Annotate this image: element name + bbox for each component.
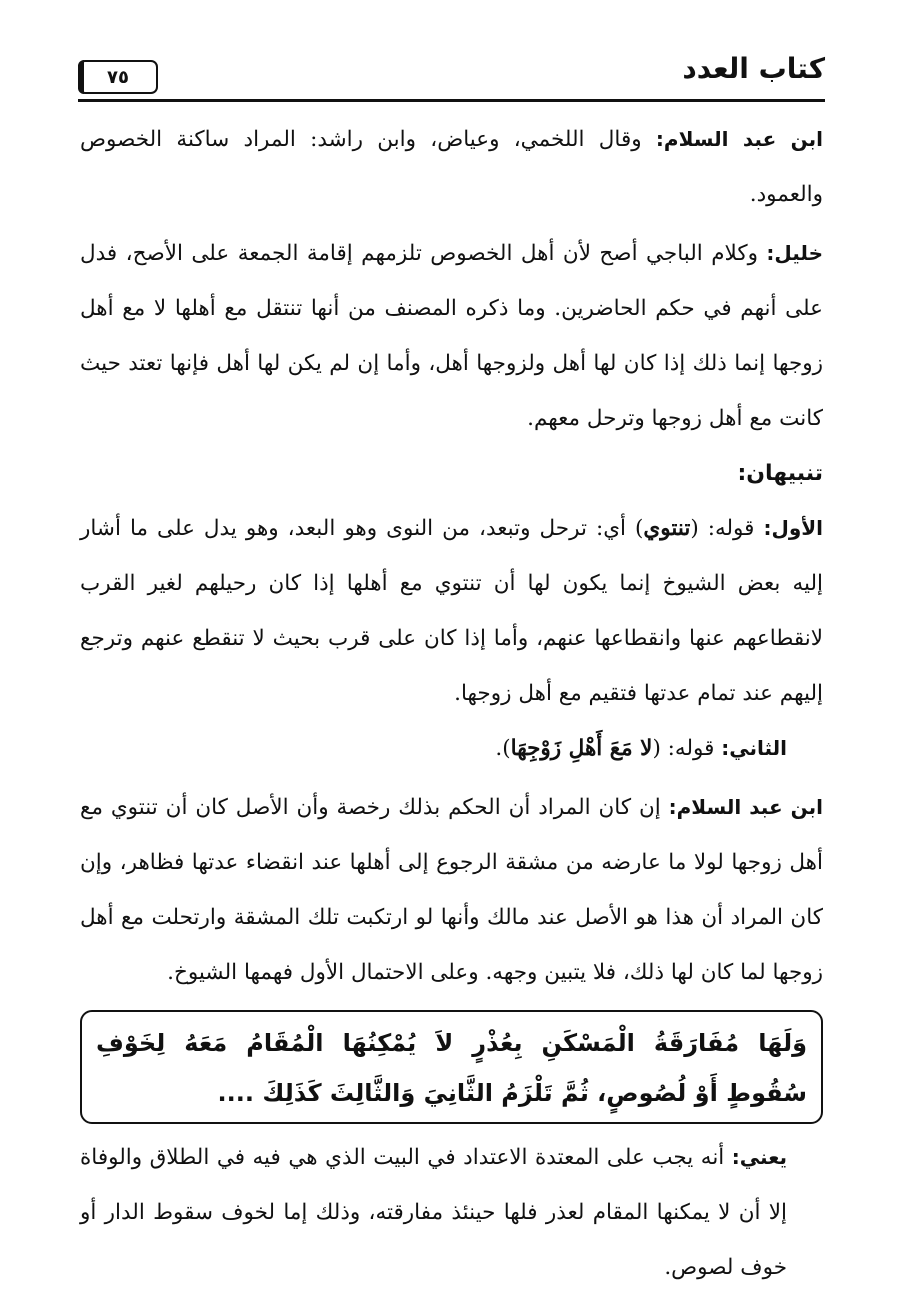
page-header bbox=[78, 52, 825, 102]
paragraph-3-text-before: قوله: ( bbox=[690, 516, 764, 541]
header-rule bbox=[78, 99, 825, 102]
paragraph-6-text: أنه يجب على المعتدة الاعتداد في البيت الذي هي فيه في الطلاق والوفاة إلا أن لا يمكنها المقام لعذر فلها حينئذ مفارقته، وذلك إما لخوف سقوط الدار أو خوف لصوص. bbox=[80, 1145, 787, 1280]
paragraph-4 bbox=[80, 721, 823, 776]
paragraph-5-text: إن كان المراد أن الحكم بذلك رخصة وأن الأصل كان أن تنتوي مع أهل زوجها لولا ما عارضه من مشقة الرجوع إلى أهلها عند انقضاء عدتها فظاهر، وإن كان المراد أن هذا هو الأصل عند مالك وأنها لو ارتكبت تلك المشقة وارتحلت مع أهل زوجها لما كان لها ذلك، فلا يتبين وجهه. وعلى الاحتمال الأول فهمها الشيوخ. bbox=[80, 795, 823, 985]
paragraph-2 bbox=[80, 226, 823, 446]
page-box-accent bbox=[78, 60, 84, 94]
page-body bbox=[80, 112, 823, 1295]
paragraph-5 bbox=[80, 780, 823, 1000]
paragraph-4-text-after: ). bbox=[495, 736, 511, 761]
paragraph-6 bbox=[80, 1130, 823, 1295]
paragraph-5-lead: ابن عبد السلام: bbox=[668, 795, 823, 819]
paragraph-3-term: تنتوي bbox=[643, 516, 691, 541]
page-number-box bbox=[78, 60, 158, 94]
paragraph-4-term: لا مَعَ أَهْلِ زَوْجِهَا bbox=[510, 736, 653, 761]
paragraph-4-lead: الثاني: bbox=[721, 736, 787, 760]
paragraph-1-lead: ابن عبد السلام: bbox=[655, 127, 823, 151]
paragraph-1 bbox=[80, 112, 823, 222]
page-number: ٧٥ bbox=[107, 66, 129, 88]
paragraph-1-text: وقال اللخمي، وعياض، وابن راشد: المراد ساكنة الخصوص والعمود. bbox=[80, 127, 823, 207]
matn-box bbox=[80, 1010, 823, 1124]
paragraph-3-lead: الأول: bbox=[763, 516, 823, 540]
paragraph-4-text-before: قوله: ( bbox=[652, 736, 722, 761]
paragraph-3 bbox=[80, 501, 823, 721]
paragraph-6-lead: يعني: bbox=[731, 1145, 787, 1169]
paragraph-2-text: وكلام الباجي أصح لأن أهل الخصوص تلزمهم إقامة الجمعة على الأصح، فدل على أنهم في حكم الحاضرين. وما ذكره المصنف من أنها تنتقل مع أهلها لا مع أهل زوجها إنما ذلك إذا كان لها أهل ولزوجها أهل، وأما إن لم يكن لها أهل فإنها تعتد حيث كانت مع أهل زوجها وترحل معهم. bbox=[80, 241, 823, 431]
matn-text: وَلَهَا مُفَارَقَةُ الْمَسْكَنِ بِعُذْرٍ لاَ يُمْكِنُهَا الْمُقَامُ مَعَهُ لِخَوْفِ سُقُوطٍ أَوْ لُصُوصٍ، ثُمَّ تَلْزَمُ الثَّانِيَ وَالثَّالِثَ كَذَلِكَ .... bbox=[96, 1029, 807, 1107]
paragraph-2-lead: خليل: bbox=[766, 241, 823, 265]
section-heading: تنبيهان: bbox=[737, 461, 823, 486]
book-title: كتاب العدد bbox=[682, 52, 825, 85]
paragraph-3-text-after: ) أي: ترحل وتبعد، من النوى وهو البعد، وهو يدل على ما أشار إليه بعض الشيوخ إنما يكون لها أن تنتوي مع أهلها إذا كان رحيلهم لغير القرب لانقطاعهم عنها وانقطاعها عنهم، وأما إذا كان على قرب بحيث لا تنقطع عنهم وترجع إليهم عند تمام عدتها فتقيم مع أهل زوجها. bbox=[80, 516, 823, 706]
